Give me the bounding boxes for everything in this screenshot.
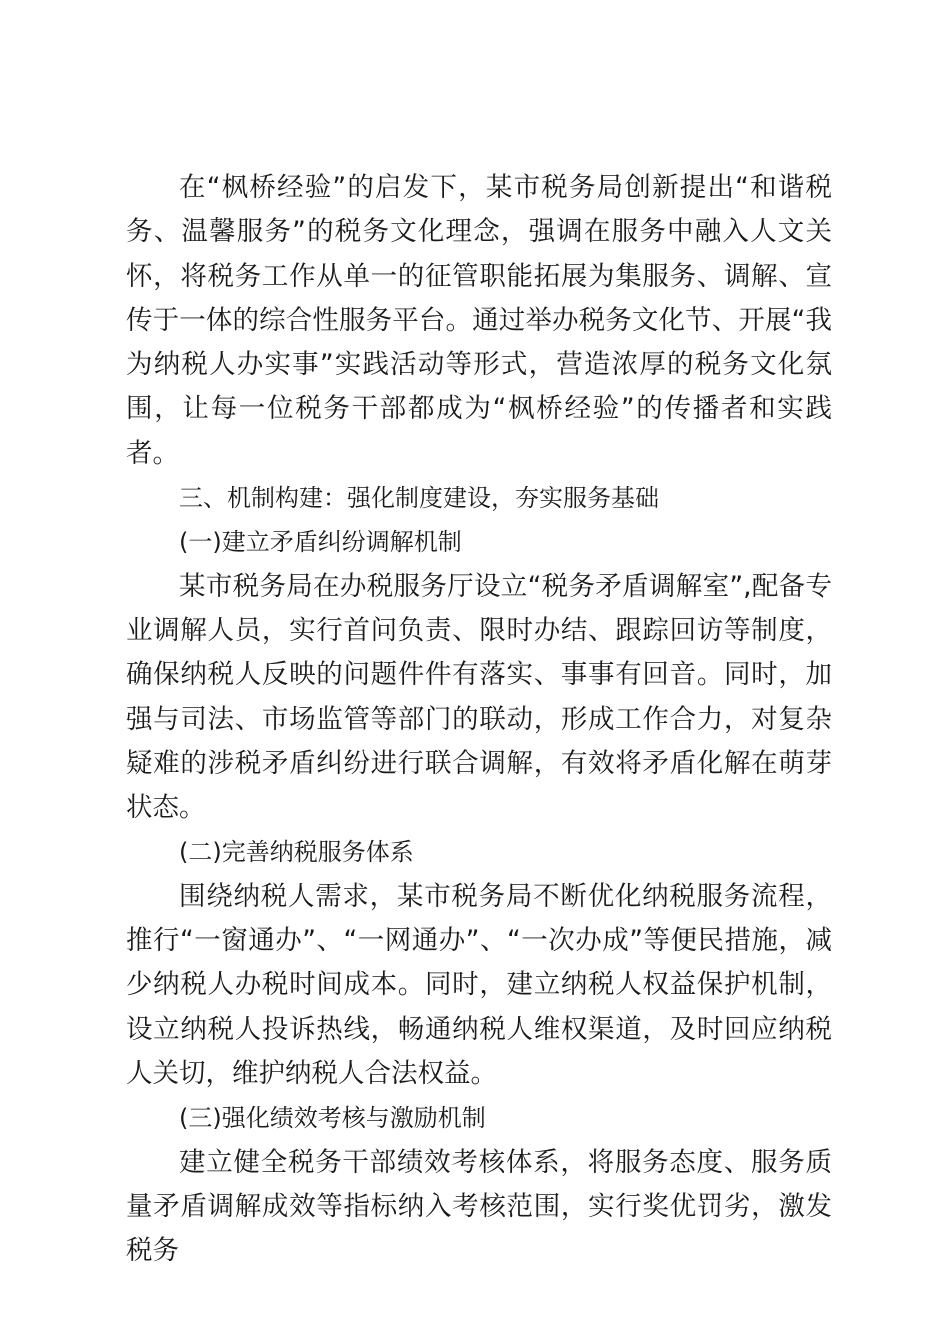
- paragraph-culture-concept: 在“枫桥经验”的启发下，某市税务局创新提出“和谐税务、温馨服务”的税务文化理念，强调在服务中融入人文关怀，将税务工作从单一的征管职能拓展为集服务、调解、宣传于一体的综合性服务平台。通过举办税务文化节、开展“我为纳税人办实事”实践活动等形式，营造浓厚的税务文化氛围，让每一位税务干部都成为“枫桥经验”的传播者和实践者。: [126, 172, 832, 469]
- paragraph-performance-incentive: 建立健全税务干部绩效考核体系，将服务态度、服务质量矛盾调解成效等指标纳入考核范围，实行奖优罚劣，激发税务: [126, 1146, 832, 1267]
- subheading-performance-incentive: (三)强化绩效考核与激励机制: [179, 1104, 486, 1133]
- subheading-mediation-mechanism: (一)建立矛盾纠纷调解机制: [179, 528, 462, 557]
- paragraph-service-system: 围绕纳税人需求，某市税务局不断优化纳税服务流程，推行“一窗通办”、“一网通办”、“一次办成”等便民措施，减少纳税人办税时间成本。同时，建立纳税人权益保护机制，设立纳税人投诉热线，畅通纳税人维权渠道，及时回应纳税人关切，维护纳税人合法权益。: [126, 880, 832, 1089]
- subheading-service-system: (二)完善纳税服务体系: [179, 838, 414, 867]
- document-body: [126, 166, 832, 1273]
- section-heading-mechanism: 三、机制构建：强化制度建设，夯实服务基础: [179, 484, 659, 513]
- paragraph-mediation-mechanism: 某市税务局在办税服务厅设立“税务矛盾调解室”,配备专业调解人员，实行首问负责、限时办结、跟踪回访等制度，确保纳税人反映的问题件件有落实、事事有回音。同时，加强与司法、市场监管等部门的联动，形成工作合力，对复杂疑难的涉税矛盾纠纷进行联合调解，有效将矛盾化解在萌芽状态。: [126, 570, 832, 824]
